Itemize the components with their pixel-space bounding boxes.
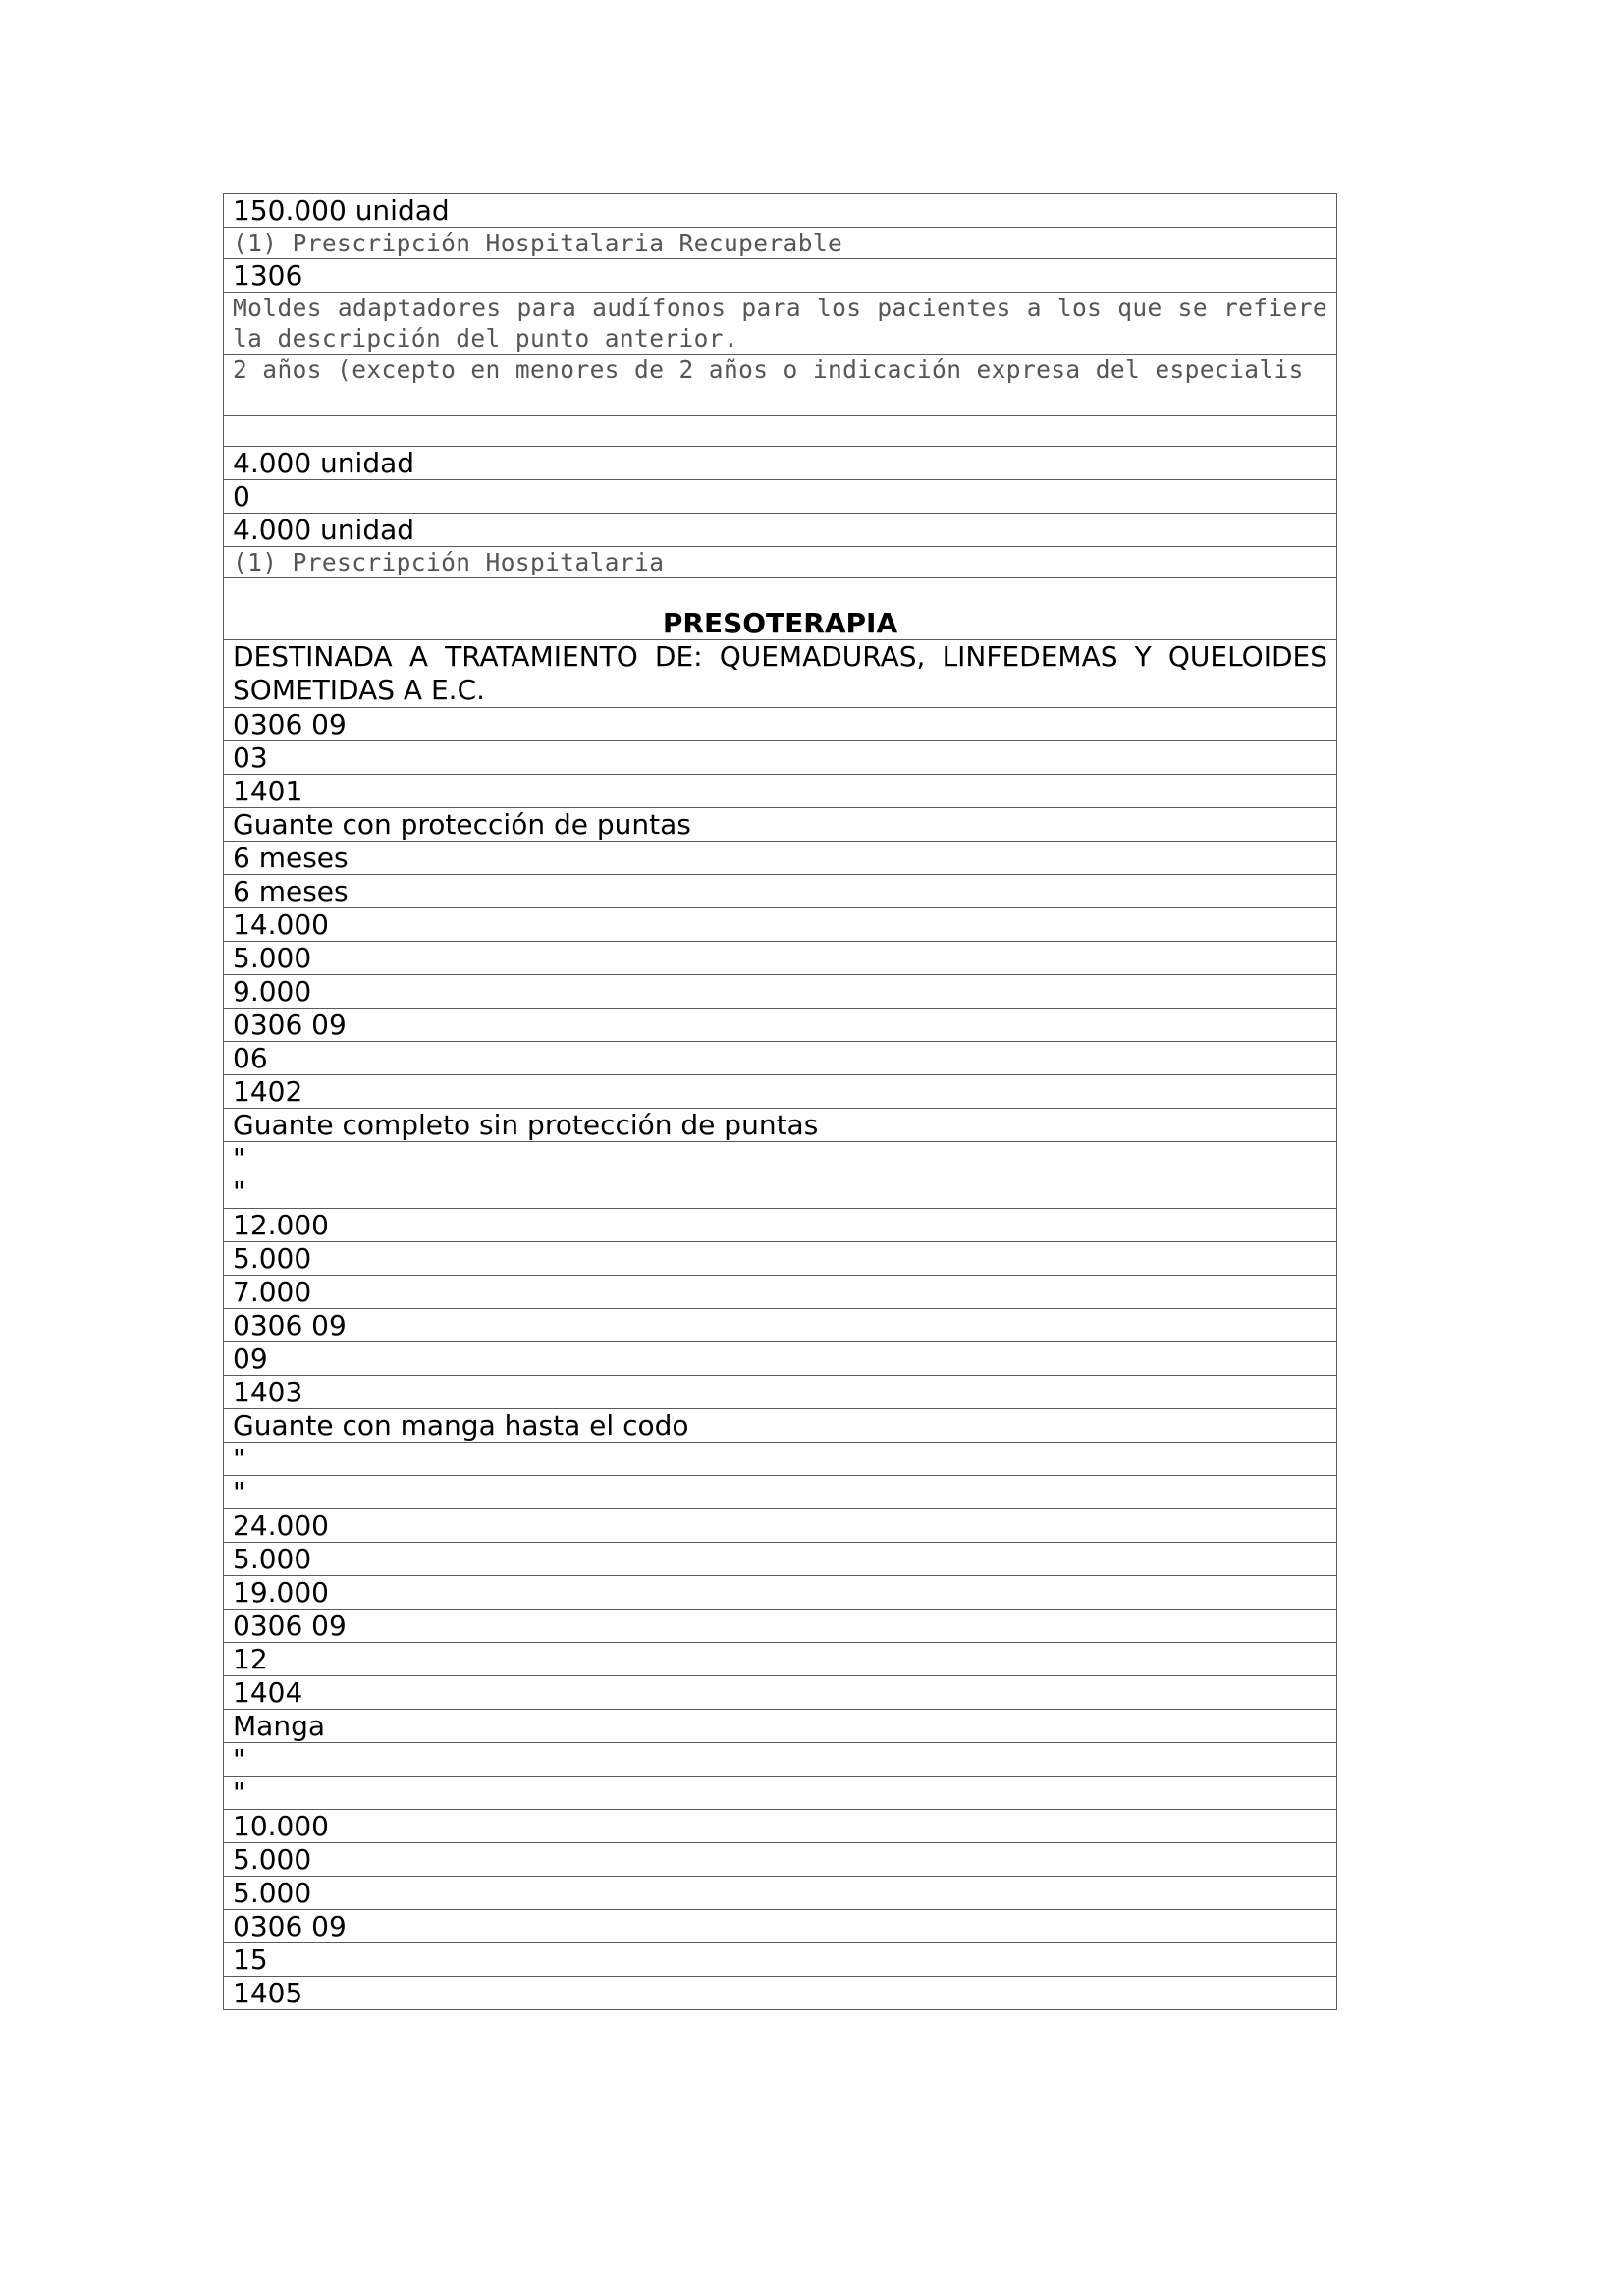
table-cell: 12.000 [224,1209,1337,1242]
table-cell: 1401 [224,775,1337,808]
table-cell: (1) Prescripción Hospitalaria Recuperable [224,228,1337,259]
table-cell: Guante completo sin protección de puntas [224,1109,1337,1142]
table-row [224,194,1337,228]
table-row [224,775,1337,808]
table-cell: 15 [224,1943,1337,1977]
table-row [224,1843,1337,1877]
table-cell: Moldes adaptadores para audífonos para los pacientes a los que se refiere la descripción del punto anterior. [224,293,1337,355]
table-row [224,808,1337,842]
table-cell: Guante con manga hasta el codo [224,1409,1337,1443]
table-row [224,547,1337,578]
section-heading: PRESOTERAPIA [224,578,1337,640]
table-row [224,578,1337,640]
table-cell: 5.000 [224,942,1337,975]
table-row [224,1777,1337,1810]
table-row [224,1610,1337,1643]
table-row [224,1810,1337,1843]
table-cell: 150.000 unidad [224,194,1337,228]
table-cell: 10.000 [224,1810,1337,1843]
table-row [224,1242,1337,1276]
table-row [224,741,1337,775]
table-row [224,1676,1337,1710]
table-cell: Guante con protección de puntas [224,808,1337,842]
table-cell: 19.000 [224,1576,1337,1610]
table-row [224,1209,1337,1242]
table-row [224,1509,1337,1543]
catalog-table-body [224,194,1337,2010]
table-cell: 0306 09 [224,1610,1337,1643]
table-cell: 03 [224,741,1337,775]
table-row [224,480,1337,514]
table-cell: 5.000 [224,1877,1337,1910]
table-cell: DESTINADA A TRATAMIENTO DE: QUEMADURAS, LINFEDEMAS Y QUELOIDES SOMETIDAS A E.C. [224,640,1337,708]
table-cell: 0306 09 [224,1309,1337,1342]
table-row [224,708,1337,741]
table-row [224,875,1337,908]
table-row [224,1710,1337,1743]
table-cell: 2 años (excepto en menores de 2 años o indicación expresa del especialis [224,355,1337,416]
table-row [224,1376,1337,1409]
table-row [224,1409,1337,1443]
table-cell: 5.000 [224,1543,1337,1576]
table-cell: 6 meses [224,842,1337,875]
table-cell: 14.000 [224,908,1337,942]
table-cell: 1402 [224,1075,1337,1109]
table-cell: 7.000 [224,1276,1337,1309]
table-cell: 06 [224,1042,1337,1075]
table-cell: 09 [224,1342,1337,1376]
table-cell: " [224,1476,1337,1509]
table-row [224,1576,1337,1610]
table-row [224,1276,1337,1309]
table-cell [224,416,1337,447]
table-cell: 1403 [224,1376,1337,1409]
table-cell: 4.000 unidad [224,447,1337,480]
table-row [224,1342,1337,1376]
table-cell: 1306 [224,259,1337,293]
table-row [224,1877,1337,1910]
table-row [224,1009,1337,1042]
table-cell: Manga [224,1710,1337,1743]
table-cell: 0306 09 [224,1910,1337,1943]
table-row [224,1075,1337,1109]
table-row [224,259,1337,293]
table-cell: 1404 [224,1676,1337,1710]
table-cell: 0306 09 [224,1009,1337,1042]
table-cell: 24.000 [224,1509,1337,1543]
table-cell: " [224,1142,1337,1175]
table-cell: 9.000 [224,975,1337,1009]
table-cell: 0 [224,480,1337,514]
table-row [224,640,1337,708]
table-row [224,1142,1337,1175]
table-row [224,1743,1337,1777]
table-cell: 4.000 unidad [224,514,1337,547]
table-row [224,1977,1337,2010]
table-row [224,975,1337,1009]
table-row [224,908,1337,942]
table-row [224,1543,1337,1576]
catalog-table [223,193,1337,2010]
table-row [224,447,1337,480]
table-row [224,842,1337,875]
table-row [224,1109,1337,1142]
table-cell: " [224,1175,1337,1209]
table-row [224,355,1337,416]
table-row [224,1042,1337,1075]
table-cell: 1405 [224,1977,1337,2010]
table-row [224,1309,1337,1342]
table-row [224,228,1337,259]
table-row [224,1443,1337,1476]
table-row [224,416,1337,447]
table-cell: (1) Prescripción Hospitalaria [224,547,1337,578]
table-row [224,1175,1337,1209]
table-row [224,293,1337,355]
table-cell: 12 [224,1643,1337,1676]
table-row [224,1910,1337,1943]
table-cell: 5.000 [224,1242,1337,1276]
table-row [224,942,1337,975]
table-cell: " [224,1743,1337,1777]
table-cell: " [224,1443,1337,1476]
table-cell: " [224,1777,1337,1810]
table-row [224,1643,1337,1676]
table-cell: 0306 09 [224,708,1337,741]
table-row [224,514,1337,547]
table-cell: 6 meses [224,875,1337,908]
table-row [224,1943,1337,1977]
table-cell: 5.000 [224,1843,1337,1877]
table-row [224,1476,1337,1509]
